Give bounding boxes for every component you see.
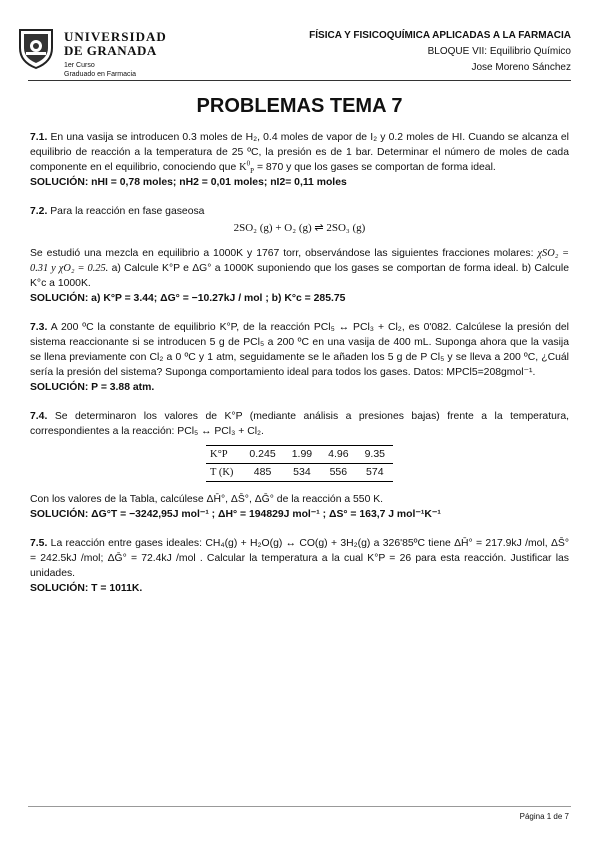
problem-solution: SOLUCIÓN: nHI = 0,78 moles; nH2 = 0,01 moles; nI2= 0,11 moles xyxy=(30,177,347,188)
problem-7-5 xyxy=(30,536,569,596)
problem-number: 7.1. xyxy=(30,132,48,143)
table-row xyxy=(206,464,393,482)
table-cell: 534 xyxy=(284,464,320,482)
block-title: BLOQUE VII: Equilibrio Químico xyxy=(427,46,571,57)
problem-text-continued: = 870 y que los gases se comportan de forma ideal. xyxy=(256,162,496,173)
reaction-equation: 2SO₂ (g) + O₂ (g) ⇌ 2SO₃ (g) xyxy=(233,222,366,234)
table-row-header: K°P xyxy=(206,446,241,464)
table-cell: 0.245 xyxy=(241,446,283,464)
problem-text: Se determinaron los valores de K°P (mediante análisis a presiones bajas) frente a la temperatura, correspondientes a la reacción: PCl₅ ↔ PCl₃ + Cl₂. xyxy=(30,411,569,437)
table-cell: 1.99 xyxy=(284,446,320,464)
problem-text-continued: Con los valores de la Tabla, calcúlese ΔH̄°, ΔS̄°, ΔḠ° de la reacción a 550 K. xyxy=(30,494,384,505)
footer-divider xyxy=(28,806,571,807)
problem-number: 7.3. xyxy=(30,322,48,333)
problem-text: La reacción entre gases ideales: CH₄(g) + H₂O(g) ↔ CO(g) + 3H₂(g) a 326'85ºC tiene ΔH̄° = 217.9kJ /mol, ΔS̄° = 242.5kJ /mol; ΔḠ° = 72.4kJ /mol . Calcular la temperatura a la cual K°P = 26 para esta reacción. Justificar las unidades. xyxy=(30,538,570,579)
problem-number: 7.4. xyxy=(30,411,48,422)
problem-text-continued: Se estudió una mezcla en equilibrio a 1000K y 1767 torr, observándose las siguientes fracciones molares: xyxy=(30,248,534,259)
problem-solution: SOLUCIÓN: P = 3.88 atm. xyxy=(30,382,155,393)
table-cell: 556 xyxy=(320,464,356,482)
table-cell: 4.96 xyxy=(320,446,356,464)
page-number: Página 1 de 7 xyxy=(519,812,569,821)
problem-text: Para la reacción en fase gaseosa xyxy=(50,206,205,217)
header-divider xyxy=(28,80,571,81)
header-right xyxy=(309,28,571,76)
university-name-block xyxy=(64,30,167,79)
problem-number: 7.5. xyxy=(30,538,48,549)
problem-solution: SOLUCIÓN: ΔG°T = −3242,95J mol⁻¹ ; ΔH° = 194829J mol⁻¹ ; ΔS° = 163,7 J mol⁻¹K⁻¹ xyxy=(30,509,441,520)
university-crest-logo xyxy=(14,26,58,70)
problem-7-1 xyxy=(30,130,569,190)
course-year: 1er Curso xyxy=(64,62,95,69)
problem-solution: SOLUCIÓN: a) K°P = 3.44; ΔG° = −10.27kJ / mol ; b) K°c = 285.75 xyxy=(30,293,346,304)
author-name: Jose Moreno Sánchez xyxy=(471,62,571,73)
university-name-line2: DE GRANADA xyxy=(64,43,157,58)
table-row-header: T (K) xyxy=(206,464,241,482)
page-title: PROBLEMAS TEMA 7 xyxy=(196,95,403,117)
table-row xyxy=(206,446,393,464)
problem-7-2 xyxy=(30,204,569,306)
problem-text: En una vasija se introducen 0.3 moles de H₂, 0.4 moles de vapor de I₂ y 0.2 moles de HI. Cuando se alcanza el equilibrio de reacción a la temperatura de 25 ºC, la presión es de 1 bar. Determinar el número de moles de cada componente en el equilibrio, conociendo que xyxy=(30,132,569,173)
mole-fractions: χSO₂ = 0.31 y χO₂ = 0.25. xyxy=(30,248,569,274)
problem-number: 7.2. xyxy=(30,206,48,217)
university-name-line1: UNIVERSIDAD xyxy=(64,29,167,44)
problem-7-4 xyxy=(30,409,569,522)
problem-7-3 xyxy=(30,320,569,395)
problem-questions: a) Calcule K°P e ΔG° a 1000K suponiendo que los gases se comportan de forma ideal. b) Calcule K°c a 1000K. xyxy=(30,263,569,289)
degree-name: Graduado en Farmacia xyxy=(64,71,136,78)
problem-text: A 200 ºC la constante de equilibrio K°P, de la reacción PCl₅ ↔ PCl₃ + Cl₂, es 0'082. Calcúlese la presión del sistema reaccionante si se introducen 5 g de PCl₅ a 200 ºC en una vasija de 400 mL. Suponga ahora que la vasija se llena previamente con Cl₂ a 0 ºC y 1 atm, seguidamente se le añaden los 5 g de P Cl₅ y se lleva a 200 ºC, ¿Cuál sería la presión del sistema? Suponga comportamiento ideal para todos los gases. Datos: MPCl5=208gmol⁻¹. xyxy=(30,322,569,378)
problems-list xyxy=(30,130,569,610)
table-cell: 574 xyxy=(357,464,393,482)
course-title: FÍSICA Y FISICOQUÍMICA APLICADAS A LA FARMACIA xyxy=(309,30,571,41)
problem-solution: SOLUCIÓN: T = 1011K. xyxy=(30,583,143,594)
kp-symbol: $K^0_P$ xyxy=(239,159,255,176)
table-cell: 485 xyxy=(241,464,283,482)
table-cell: 9.35 xyxy=(357,446,393,464)
kp-temperature-table xyxy=(206,445,393,482)
